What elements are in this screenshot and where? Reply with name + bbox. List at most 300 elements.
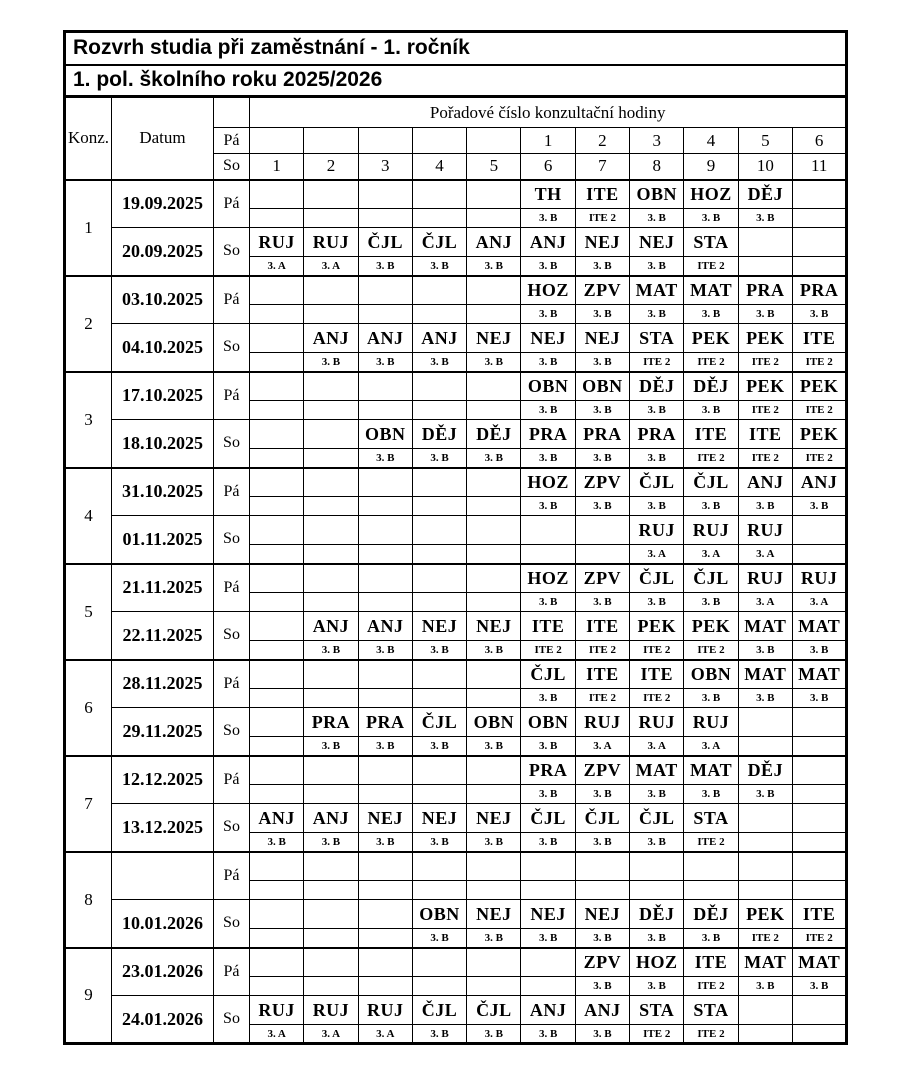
subtitle-row [65,65,847,97]
class-cell: ITE 2 [738,449,792,468]
subject-cell: ITE [792,900,846,929]
subject-cell [738,852,792,881]
class-cell: 3. B [684,929,738,948]
subject-cell: PEK [738,372,792,401]
konz-cell: 5 [65,564,112,660]
subject-cell [792,708,846,737]
subject-cell [792,756,846,785]
so-hour-number: 4 [412,154,466,180]
subject-cell [250,564,304,593]
subject-cell: MAT [630,756,684,785]
so-hour-number: 2 [304,154,358,180]
date-cell: 17.10.2025 [112,372,214,420]
class-cell: 3. B [684,209,738,228]
pa-hour-number: 1 [521,128,575,154]
class-cell: 3. B [467,641,521,660]
class-cell [358,929,412,948]
date-cell: 31.10.2025 [112,468,214,516]
konz-cell: 3 [65,372,112,468]
subject-cell [358,180,412,209]
date-cell: 28.11.2025 [112,660,214,708]
class-cell [358,977,412,996]
subject-cell: RUJ [738,564,792,593]
class-cell: 3. B [521,593,575,612]
class-cell [467,401,521,420]
subject-cell [412,516,466,545]
schedule-table [63,30,848,1045]
class-cell [792,881,846,900]
class-cell [467,209,521,228]
class-cell [304,305,358,324]
subject-cell: ČJL [684,468,738,497]
day-cell: Pá [214,276,250,324]
day-cell: So [214,324,250,372]
day-cell: So [214,228,250,276]
subject-cell [684,852,738,881]
class-cell: 3. B [412,833,466,852]
pa-hour-number [358,128,412,154]
subject-cell [250,420,304,449]
class-cell [467,305,521,324]
subject-cell: ANJ [521,996,575,1025]
class-cell: 3. B [575,257,629,276]
subject-cell: MAT [630,276,684,305]
subject-cell [412,852,466,881]
subject-cell [521,852,575,881]
subject-cell: ČJL [521,804,575,833]
subject-cell: NEJ [630,228,684,257]
hours-title: Pořadové číslo konzultační hodiny [250,97,847,128]
class-cell: 3. B [521,209,575,228]
subject-cell: ANJ [250,804,304,833]
subject-cell [467,660,521,689]
date-cell: 24.01.2026 [112,996,214,1044]
subject-cell: HOZ [521,276,575,305]
class-cell: 3. B [521,1025,575,1044]
class-cell: 3. B [738,977,792,996]
class-cell [250,641,304,660]
class-cell: ITE 2 [738,929,792,948]
subject-cell: ANJ [738,468,792,497]
class-cell [738,1025,792,1044]
subject-cell [467,276,521,305]
class-cell: 3. B [575,353,629,372]
class-cell [521,881,575,900]
class-cell [304,881,358,900]
subject-cell: ZPV [575,276,629,305]
class-cell: 3. B [412,641,466,660]
subject-row [65,516,847,545]
date-cell: 23.01.2026 [112,948,214,996]
class-cell [250,977,304,996]
class-cell [792,209,846,228]
subject-row [65,996,847,1025]
class-cell [738,833,792,852]
subject-cell [358,756,412,785]
class-cell: 3. B [304,737,358,756]
subject-cell [250,756,304,785]
konz-column-header: Konz. [65,97,112,180]
subject-cell [738,804,792,833]
subject-cell [467,852,521,881]
subject-cell [304,660,358,689]
subject-cell: ČJL [630,564,684,593]
class-cell: 3. B [250,833,304,852]
class-cell: 3. B [684,689,738,708]
subject-cell: HOZ [521,468,575,497]
subject-cell [250,516,304,545]
class-cell: ITE 2 [630,689,684,708]
so-hour-number: 1 [250,154,304,180]
subject-cell: MAT [738,948,792,977]
date-cell: 21.11.2025 [112,564,214,612]
subject-cell: PRA [358,708,412,737]
subject-cell [304,756,358,785]
subject-cell [358,948,412,977]
class-cell [250,881,304,900]
subject-cell [412,372,466,401]
konz-cell: 9 [65,948,112,1044]
subject-cell [358,852,412,881]
day-cell: So [214,708,250,756]
subject-cell: ZPV [575,948,629,977]
subject-cell: ZPV [575,564,629,593]
class-cell [575,881,629,900]
class-cell [250,401,304,420]
so-hour-number: 5 [467,154,521,180]
schedule-wrapper [63,30,848,1045]
class-cell [358,497,412,516]
subject-cell [358,516,412,545]
class-cell [250,689,304,708]
class-cell [304,545,358,564]
subject-cell: PRA [630,420,684,449]
class-cell [304,593,358,612]
class-cell: 3. B [304,641,358,660]
class-cell [412,689,466,708]
subject-cell [467,468,521,497]
subject-cell [250,372,304,401]
subject-cell [250,948,304,977]
class-cell: 3. B [630,401,684,420]
subject-cell [792,804,846,833]
class-cell [792,545,846,564]
konz-cell: 8 [65,852,112,948]
subject-cell: NEJ [412,804,466,833]
subject-cell: ANJ [792,468,846,497]
day-cell: So [214,900,250,948]
subject-cell: STA [630,324,684,353]
subject-cell: PRA [792,276,846,305]
subject-cell: ITE [630,660,684,689]
class-cell [304,929,358,948]
subject-cell [358,372,412,401]
subject-cell [304,276,358,305]
subject-cell: RUJ [358,996,412,1025]
subject-cell [575,516,629,545]
subject-cell: DĚJ [738,756,792,785]
subject-cell: OBN [684,660,738,689]
subject-cell [412,564,466,593]
class-cell [412,305,466,324]
subject-cell: OBN [575,372,629,401]
class-cell: ITE 2 [684,1025,738,1044]
class-cell [792,785,846,804]
class-cell: ITE 2 [575,641,629,660]
so-hour-number: 10 [738,154,792,180]
class-cell: ITE 2 [684,833,738,852]
subject-cell: PRA [575,420,629,449]
day-cell: Pá [214,756,250,804]
class-cell: 3. A [250,257,304,276]
subject-cell [467,564,521,593]
class-cell: 3. B [630,929,684,948]
class-cell: 3. B [630,209,684,228]
class-cell: 3. B [630,833,684,852]
class-cell [792,833,846,852]
subject-cell: RUJ [250,996,304,1025]
class-cell [250,593,304,612]
class-cell [412,209,466,228]
class-cell: 3. B [575,785,629,804]
so-hour-number: 9 [684,154,738,180]
class-cell: 3. B [521,689,575,708]
subject-cell: PRA [304,708,358,737]
class-cell: ITE 2 [630,1025,684,1044]
class-cell: ITE 2 [684,641,738,660]
class-cell [792,737,846,756]
subject-cell: ČJL [630,468,684,497]
subject-cell [250,180,304,209]
class-cell: 3. B [792,305,846,324]
subject-cell [738,996,792,1025]
class-cell [250,497,304,516]
subject-cell [792,516,846,545]
class-cell [304,449,358,468]
subject-cell: HOZ [521,564,575,593]
subject-cell [304,948,358,977]
subject-cell [358,276,412,305]
subject-cell [304,852,358,881]
day-cell: So [214,804,250,852]
subject-cell: OBN [521,708,575,737]
pa-hour-number: 2 [575,128,629,154]
subject-cell [250,660,304,689]
page-subtitle: 1. pol. školního roku 2025/2026 [65,65,847,97]
class-cell: ITE 2 [630,641,684,660]
subject-cell: STA [684,228,738,257]
subject-cell: ČJL [412,996,466,1025]
subject-cell: OBN [412,900,466,929]
subject-cell: RUJ [684,516,738,545]
class-cell [738,881,792,900]
page-title: Rozvrh studia při zaměstnání - 1. ročník [65,32,847,65]
pa-header-label: Pá [214,128,250,154]
subject-cell [412,180,466,209]
class-cell: 3. B [412,1025,466,1044]
subject-cell [412,756,466,785]
date-cell: 13.12.2025 [112,804,214,852]
class-cell: 3. A [684,545,738,564]
class-cell: 3. B [575,1025,629,1044]
subject-cell: PEK [630,612,684,641]
class-cell: 3. B [575,401,629,420]
datum-column-header: Datum [112,97,214,180]
day-cell: So [214,612,250,660]
subject-row [65,372,847,401]
subject-cell [250,852,304,881]
subject-cell: PEK [684,324,738,353]
class-cell: 3. B [630,449,684,468]
class-cell [467,545,521,564]
class-cell: 3. B [467,257,521,276]
subject-cell: ZPV [575,756,629,785]
subject-cell: NEJ [467,324,521,353]
subject-row [65,468,847,497]
date-cell [112,852,214,900]
subject-cell: ITE [575,660,629,689]
class-cell: 3. B [467,353,521,372]
class-cell: 3. B [630,977,684,996]
class-cell [467,977,521,996]
class-cell: ITE 2 [792,353,846,372]
class-cell: 3. B [630,305,684,324]
class-cell: 3. A [792,593,846,612]
subject-cell: DĚJ [630,372,684,401]
class-cell [412,977,466,996]
class-cell: 3. B [575,833,629,852]
subject-cell: NEJ [521,324,575,353]
subject-cell: MAT [792,612,846,641]
hours-title-row [65,97,847,128]
subject-cell [521,948,575,977]
class-cell [358,881,412,900]
class-cell: 3. B [412,449,466,468]
subject-cell: STA [684,996,738,1025]
class-cell [250,785,304,804]
subject-cell: MAT [684,756,738,785]
class-cell: 3. B [412,257,466,276]
subject-cell [358,564,412,593]
class-cell: 3. B [521,257,575,276]
subject-cell: NEJ [412,612,466,641]
subject-cell [358,900,412,929]
subject-cell: ITE [521,612,575,641]
class-cell: 3. B [792,497,846,516]
konz-cell: 2 [65,276,112,372]
subject-cell: PRA [521,756,575,785]
subject-row [65,852,847,881]
subject-cell: OBN [521,372,575,401]
subject-row [65,228,847,257]
subject-cell: PEK [738,324,792,353]
class-cell: 3. B [358,737,412,756]
subject-cell: ANJ [304,804,358,833]
class-cell: 3. B [575,593,629,612]
class-cell [792,257,846,276]
subject-cell [467,948,521,977]
class-cell [304,209,358,228]
class-cell: 3. A [250,1025,304,1044]
subject-cell: PEK [738,900,792,929]
day-cell: Pá [214,948,250,996]
day-cell: So [214,516,250,564]
subject-cell: RUJ [630,708,684,737]
class-cell: 3. B [412,737,466,756]
subject-cell [304,468,358,497]
class-cell [304,497,358,516]
subject-cell [792,852,846,881]
date-cell: 10.01.2026 [112,900,214,948]
schedule-body [65,180,847,1044]
class-cell [412,593,466,612]
class-cell: 3. B [738,689,792,708]
subject-cell: HOZ [630,948,684,977]
subject-cell [304,564,358,593]
subject-cell: PEK [792,372,846,401]
subject-cell: ANJ [412,324,466,353]
date-cell: 19.09.2025 [112,180,214,228]
so-header-label: So [214,154,250,180]
subject-cell: DĚJ [684,372,738,401]
subject-cell [250,708,304,737]
konz-cell: 4 [65,468,112,564]
subject-cell: RUJ [304,996,358,1025]
day-cell: Pá [214,852,250,900]
subject-row [65,756,847,785]
subject-cell [738,228,792,257]
class-cell [467,785,521,804]
date-cell: 18.10.2025 [112,420,214,468]
subject-cell: RUJ [792,564,846,593]
subject-cell: NEJ [521,900,575,929]
subject-cell: ITE [738,420,792,449]
so-hour-number: 8 [630,154,684,180]
subject-cell: NEJ [575,228,629,257]
class-cell: 3. B [684,401,738,420]
subject-cell [412,276,466,305]
subject-cell [304,516,358,545]
class-cell: ITE 2 [684,449,738,468]
subject-row [65,276,847,305]
date-cell: 04.10.2025 [112,324,214,372]
class-cell: ITE 2 [575,689,629,708]
subject-cell: DĚJ [738,180,792,209]
class-cell: ITE 2 [792,401,846,420]
day-column-spacer [214,97,250,128]
class-cell [412,785,466,804]
class-cell: ITE 2 [792,929,846,948]
class-cell [358,401,412,420]
class-cell: 3. B [521,305,575,324]
class-cell: 3. B [304,833,358,852]
so-hour-number: 11 [792,154,846,180]
subject-cell: RUJ [684,708,738,737]
subject-cell: NEJ [467,804,521,833]
subject-cell: ČJL [412,708,466,737]
class-cell: 3. B [412,929,466,948]
class-cell [358,305,412,324]
subject-cell [467,516,521,545]
class-cell: ITE 2 [738,353,792,372]
date-cell: 22.11.2025 [112,612,214,660]
subject-row [65,180,847,209]
class-cell: ITE 2 [630,353,684,372]
subject-cell: ITE [575,612,629,641]
class-cell [250,305,304,324]
class-cell: 3. B [521,401,575,420]
subject-cell: ČJL [521,660,575,689]
